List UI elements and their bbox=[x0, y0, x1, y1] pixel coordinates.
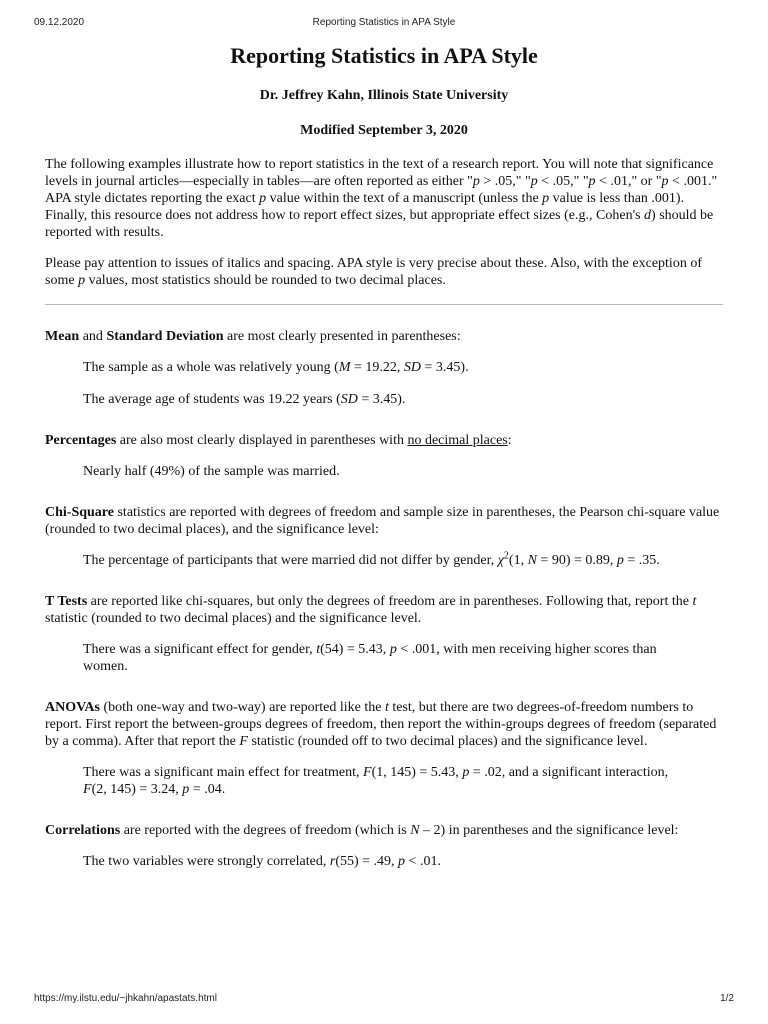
t-tests-section: T Tests are reported like chi-squares, but only the degrees of freedom are in parentheses. Following that, report the t statistic (rounded to two decimal places) and the significance level. bbox=[45, 594, 697, 626]
percentages-section: Percentages are also most clearly displayed in parentheses with no decimal places: bbox=[45, 433, 512, 448]
document-modified-date: Modified September 3, 2020 bbox=[300, 123, 468, 138]
anova-example: There was a significant main effect for treatment, F(1, 145) = 5.43, p = .02, and a significant interaction, F(2, 145) = 3.24, p = .04. bbox=[83, 765, 669, 797]
print-page-title: Reporting Statistics in APA Style bbox=[312, 17, 456, 28]
section-divider bbox=[45, 304, 723, 305]
document-author: Dr. Jeffrey Kahn, Illinois State University bbox=[259, 88, 509, 103]
print-date: 09.12.2020 bbox=[34, 17, 85, 28]
chi-square-example: The percentage of participants that were married did not differ by gender, $\chi^2(1$, N = 90) = 0.89, p = .35. bbox=[83, 550, 660, 568]
mean-example-2: The average age of students was 19.22 years (SD = 3.45). bbox=[83, 392, 406, 407]
percentages-example: Nearly half (49%) of the sample was married. bbox=[83, 464, 340, 479]
mean-sd-section: Mean and Standard Deviation are most clearly presented in parentheses: bbox=[45, 329, 461, 344]
intro-paragraph: The following examples illustrate how to report statistics in the text of a research report. You will note that significance levels in journal articles—especially in tables—are often reported as either "p > .05," "p < .05," "p < .01," or "p < .001." APA style dictates reporting the exact p value within the text of a manuscript (unless the p value is less than .001). Finally, this resource does not address how to report effect sizes, but appropriate effect sizes (e.g., Cohen's d) should be reported with results. bbox=[45, 157, 718, 240]
correlation-example: The two variables were strongly correlated, r(55) = .49, p < .01. bbox=[83, 854, 441, 869]
page-number: 1/2 bbox=[720, 993, 734, 1004]
anovas-section: ANOVAs (both one-way and two-way) are reported like the t test, but there are two degrees-of-freedom numbers to report. First report the between-groups degrees of freedom, then report the within-groups degrees of freedom (separated by a comma). After that report the F statistic (rounded off to two decimal places) and the significance level. bbox=[45, 700, 717, 749]
t-test-example: There was a significant effect for gender, t(54) = 5.43, p < .001, with men receiving higher scores than women. bbox=[83, 642, 657, 674]
print-header bbox=[34, 17, 734, 31]
document-content bbox=[45, 38, 723, 870]
italics-spacing-note: Please pay attention to issues of italics and spacing. APA style is very precise about these. Also, with the exception of some p values, most statistics should be rounded to two decimal places. bbox=[45, 256, 702, 288]
mean-example-1: The sample as a whole was relatively young (M = 19.22, SD = 3.45). bbox=[83, 360, 469, 375]
print-url: https://my.ilstu.edu/~jhkahn/apastats.html bbox=[34, 993, 217, 1004]
document-title: Reporting Statistics in APA Style bbox=[230, 43, 538, 68]
correlations-section: Correlations are reported with the degrees of freedom (which is N – 2) in parentheses and the significance level: bbox=[45, 823, 679, 838]
chi-square-section: Chi-Square statistics are reported with degrees of freedom and sample size in parentheses, the Pearson chi-square value (rounded to two decimal places), and the significance level: bbox=[45, 505, 720, 537]
print-footer bbox=[34, 993, 734, 1007]
